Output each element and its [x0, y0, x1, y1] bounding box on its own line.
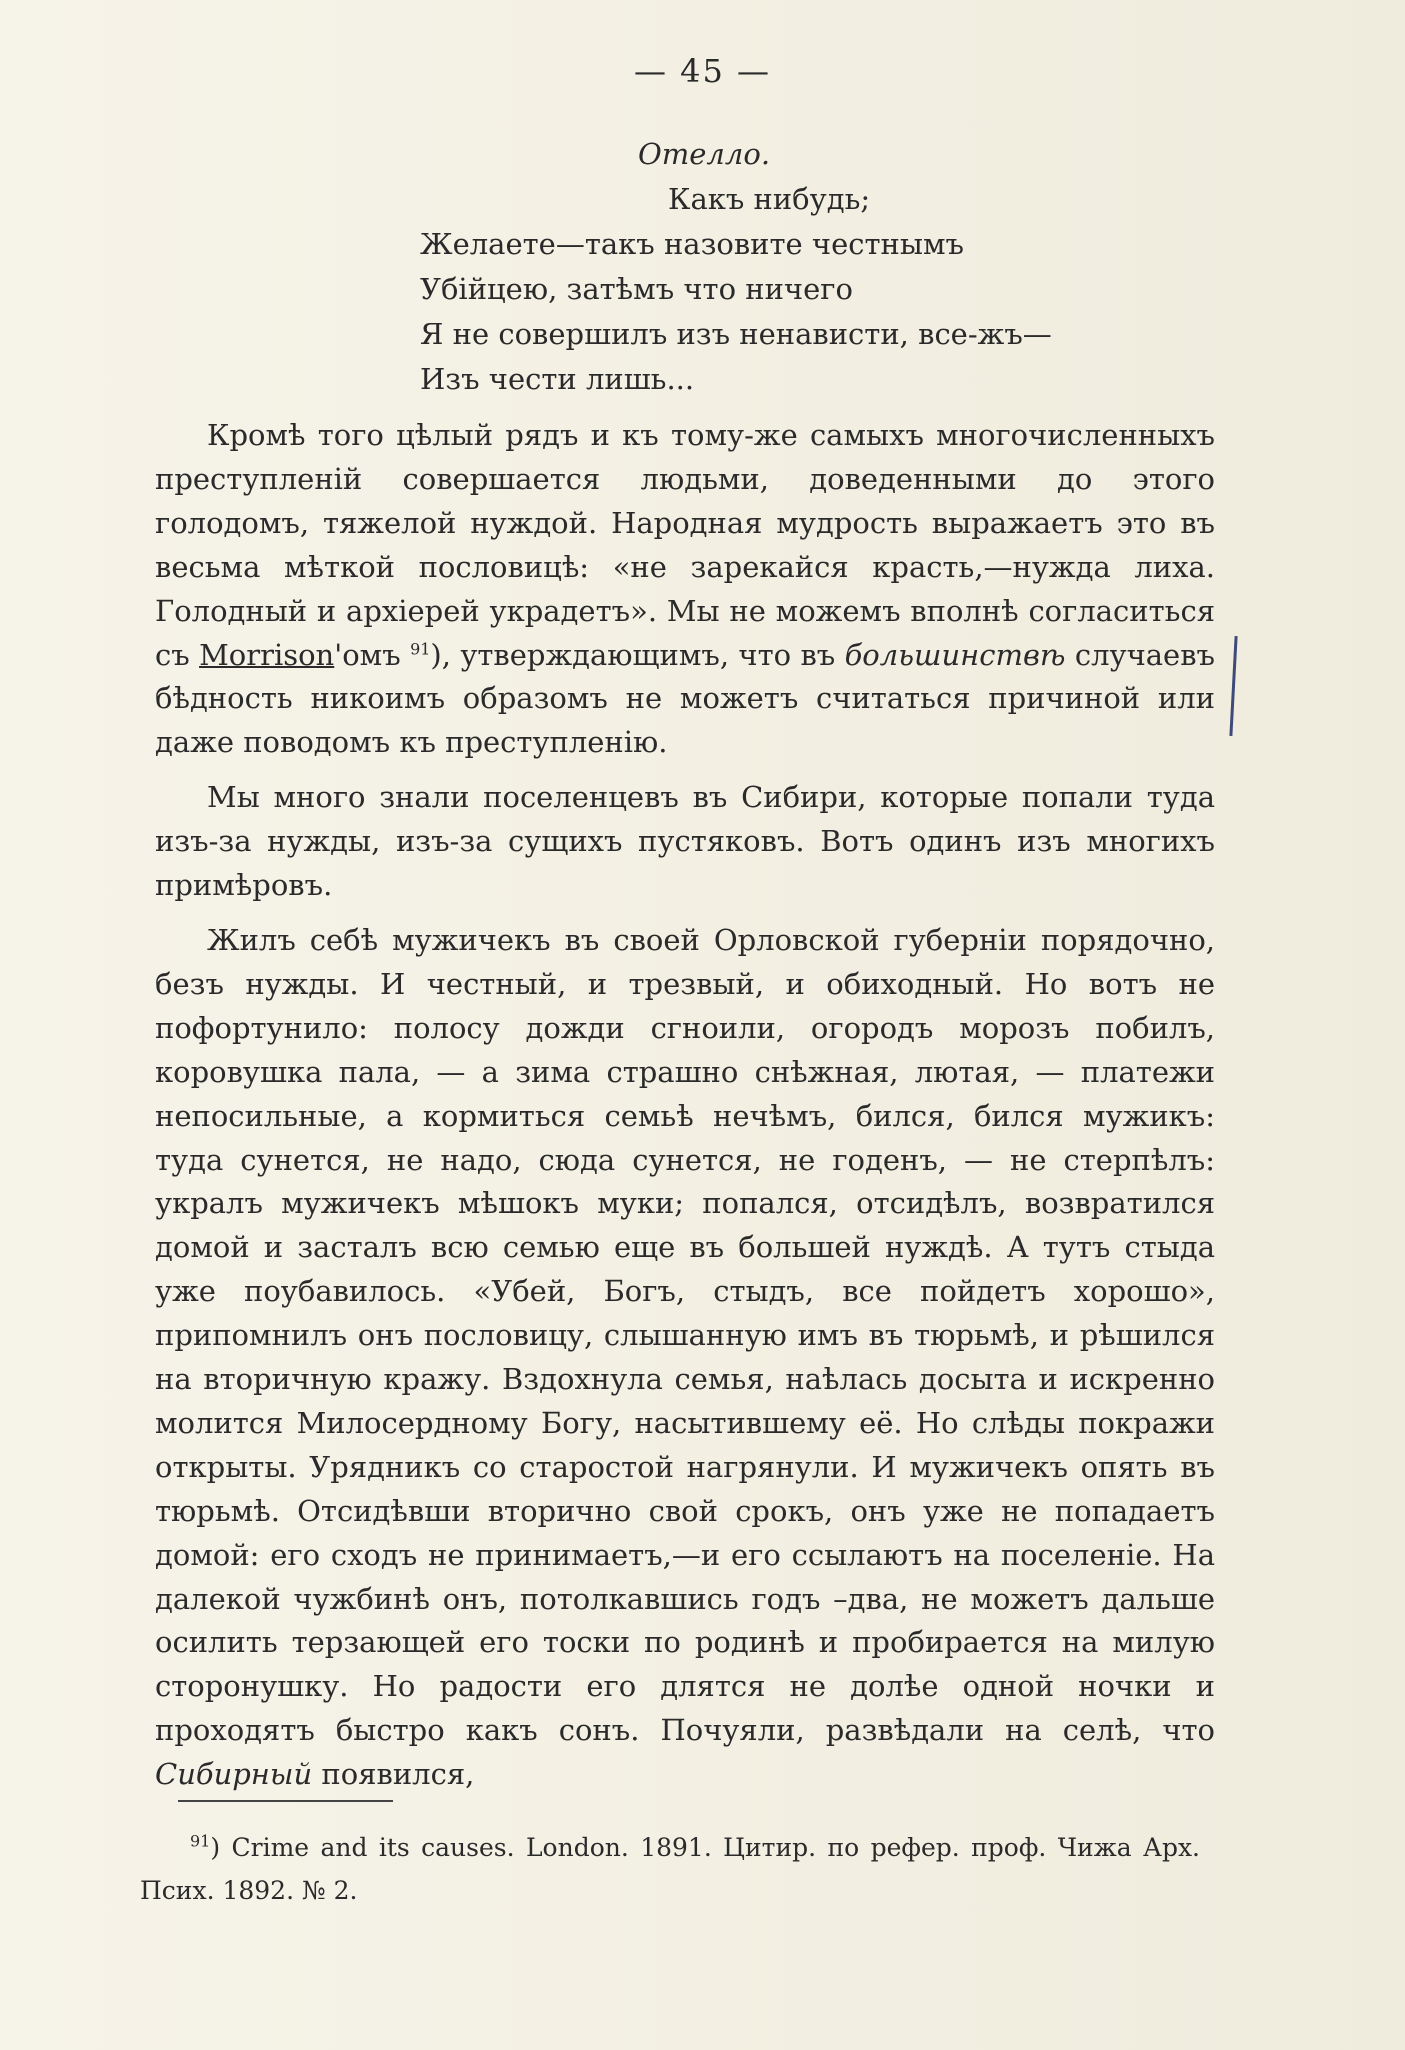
body-text — [155, 414, 1215, 1808]
italic-word: большинствѣ — [844, 637, 1066, 672]
verse-line: Какъ нибудь; — [668, 182, 871, 216]
underlined-name: Morrison — [199, 637, 335, 672]
footnote-ref: 91 — [410, 638, 431, 658]
verse-line: Убійцею, затѣмъ что ничего — [420, 272, 853, 306]
paragraph: Мы много знали поселенцевъ въ Сибири, которые попали туда изъ-за нужды, изъ-за сущихъ пустяковъ. Вотъ одинъ изъ многихъ примѣровъ. — [155, 780, 1215, 903]
verse-line: Я не совершилъ изъ ненависти, все-жъ— — [420, 317, 1052, 351]
verse-speaker: Отелло. — [638, 137, 771, 171]
verse-line: Изъ чести лишь... — [420, 362, 695, 396]
italic-word: Сибирный — [155, 1757, 313, 1792]
footnote-number: 91 — [190, 1831, 211, 1851]
footnote: $^{91}$) Crime and its causes. London. 1891. Цитир. по рефер. проф. Чижа Арх. Псих. 1892. № 2. — [140, 1831, 1200, 1905]
paragraph: Кромѣ того цѣлый рядъ и къ тому-же самыхъ многочисленныхъ преступленій совершается людьми, доведенными до этого голодомъ, тяжелой нуждой. Народная мудрость выражаетъ это въ весьма мѣткой пословицѣ: «не зарекайся красть,—нужда лиха. Голодный и архіерей украдетъ». Мы не можемъ вполнѣ согласиться съ Morrison'омъ $^{91}$), утверждающимъ, что въ большинствѣ случаевъ бѣдность никоимъ образомъ не можетъ считаться причиной или даже поводомъ къ преступленію. — [155, 418, 1215, 760]
margin-pencil-mark — [1229, 636, 1237, 736]
page-number: — 45 — — [633, 52, 772, 90]
verse-line: Желаете—такъ назовите честнымъ — [420, 227, 964, 261]
footnote-rule — [178, 1800, 393, 1802]
verse-block — [420, 132, 1220, 402]
paragraph: Жилъ себѣ мужичекъ въ своей Орловской губерніи порядочно, безъ нужды. И честный, и трезвый, и обиходный. Но вотъ не пофортунило: полосу дожди сгноили, огородъ морозъ побилъ, коровушка пала, — а зима страшно снѣжная, лютая, — платежи непосильные, а кормиться семьѣ нечѣмъ, бился, бился мужикъ: туда сунется, не надо, сюда сунется, не годенъ, — не стерпѣлъ: укралъ мужичекъ мѣшокъ муки; попался, отсидѣлъ, возвратился домой и засталъ всю семью еще въ большей нуждѣ. А тутъ стыда уже поубавилось. «Убей, Богъ, стыдъ, все пойдетъ хорошо», припомнилъ онъ пословицу, слышанную имъ въ тюрьмѣ, и рѣшился на вторичную кражу. Вздохнула семья, наѣлась досыта и искренно молится Милосердному Богу, насытившему её. Но слѣды покражи открыты. Урядникъ со старостой нагрянули. И мужичекъ опять въ тюрьмѣ. Отсидѣвши вторично свой срокъ, онъ уже не попадаетъ домой: его сходъ не принимаетъ,—и его ссылаютъ на поселеніе. На далекой чужбинѣ онъ, потолкавшись годъ –два, не можетъ дальше осилить терзающей его тоски по родинѣ и пробирается на милую сторонушку. Но радости его длятся не долѣе одной ночки и проходятъ быстро какъ сонъ. Почуяли, развѣдали на селѣ, что Сибирный появился, — [155, 922, 1215, 1792]
